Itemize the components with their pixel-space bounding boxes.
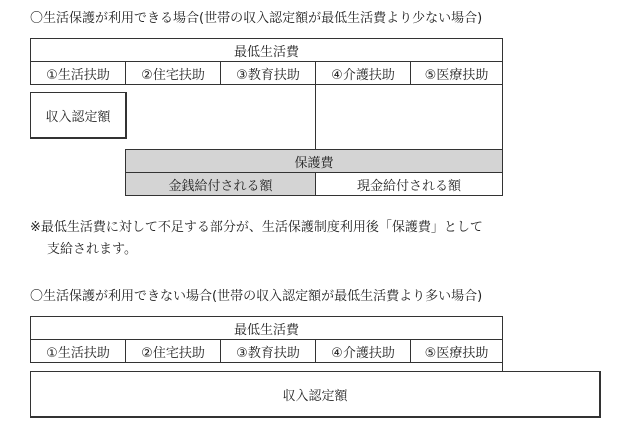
assistance-label: ①生活扶助 (46, 345, 110, 361)
body-divider (315, 84, 316, 150)
section2-heading: 〇生活保護が利用できない場合(世帯の収入認定額が最低生活費より多い場合) (30, 289, 483, 304)
assistance-cell-5 (410, 339, 503, 363)
in-kind-benefit-label: 現金給付される額 (356, 178, 461, 194)
min-living-cost-label: 最低生活費 (233, 322, 299, 338)
assistance-cell-4 (315, 339, 411, 363)
min-living-cost-header-2 (30, 316, 503, 340)
assistance-label: ②住宅扶助 (141, 67, 205, 83)
in-kind-benefit-cell (315, 172, 503, 196)
note-line-2: 支給されます。 (47, 242, 137, 257)
min-living-cost-header (30, 38, 503, 62)
assistance-label: ⑤医療扶助 (424, 345, 489, 361)
assistance-label: ①生活扶助 (46, 67, 110, 83)
assistance-cell-3 (220, 61, 316, 85)
assistance-label: ④介護扶助 (331, 345, 395, 361)
assistance-label: ③教育扶助 (236, 67, 300, 83)
assistance-cell-2 (125, 61, 221, 85)
assistance-label: ⑤医療扶助 (424, 67, 489, 83)
income-label: 収入認定額 (45, 109, 111, 125)
assistance-label: ②住宅扶助 (141, 345, 205, 361)
assistance-cell-5 (410, 61, 503, 85)
assistance-cell-1 (30, 339, 126, 363)
assistance-cell-4 (315, 61, 411, 85)
note-line-1: ※最低生活費に対して不足する部分が、生活保護制度利用後「保護費」として (30, 220, 483, 235)
protection-header (125, 149, 503, 173)
assistance-label: ③教育扶助 (236, 345, 300, 361)
income-box (30, 92, 127, 139)
min-living-cost-label: 最低生活費 (233, 44, 299, 60)
income-box-large (30, 371, 601, 418)
assistance-cell-2 (125, 339, 221, 363)
cash-benefit-label: 金銭給付される額 (168, 178, 273, 194)
section1-heading: 〇生活保護が利用できる場合(世帯の収入認定額が最低生活費より少ない場合) (30, 11, 483, 26)
assistance-cell-3 (220, 339, 316, 363)
cash-benefit-cell (125, 172, 316, 196)
protection-label: 保護費 (294, 155, 334, 171)
income-label: 収入認定額 (282, 388, 348, 404)
assistance-cell-1 (30, 61, 126, 85)
assistance-label: ④介護扶助 (331, 67, 395, 83)
